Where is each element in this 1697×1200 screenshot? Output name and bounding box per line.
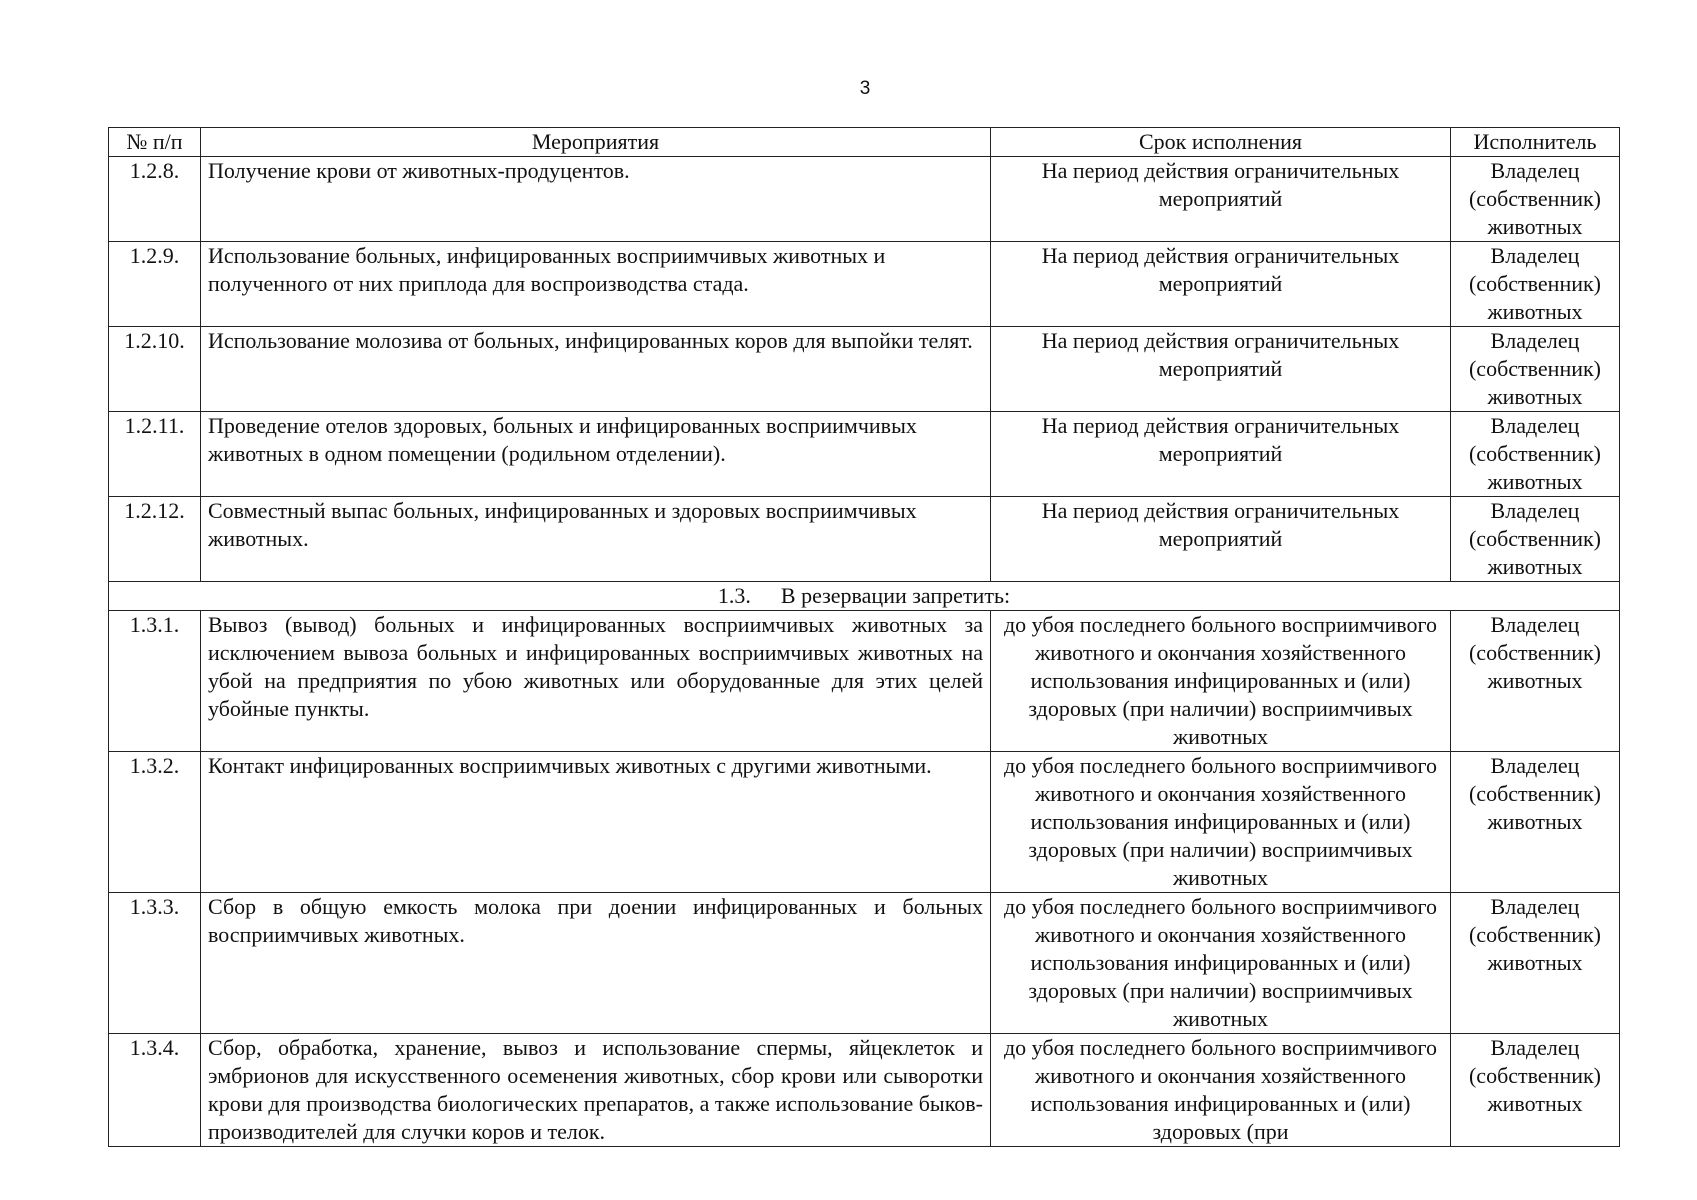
row-num: 1.2.11. xyxy=(109,412,201,497)
row-term: На период действия ограничительных мероприятий xyxy=(991,157,1451,242)
row-measure: Совместный выпас больных, инфицированных и здоровых восприимчивых животных. xyxy=(201,497,991,582)
row-measure: Вывоз (вывод) больных и инфицированных восприимчивых животных за исключением вывоза больных и инфицированных восприимчивых животных на убой на предприятия по убою животных или оборудованные для этих целей убойные пункты. xyxy=(201,611,991,752)
section-title: В резервации запретить: xyxy=(780,583,1011,608)
row-executor: Владелец (собственник) животных xyxy=(1451,497,1620,582)
row-measure: Проведение отелов здоровых, больных и инфицированных восприимчивых животных в одном помещении (родильном отделении). xyxy=(201,412,991,497)
row-term: до убоя последнего больного восприимчивого животного и окончания хозяйственного использования инфицированных и (или) здоровых (при наличии) восприимчивых животных xyxy=(991,752,1451,893)
row-executor: Владелец (собственник) животных xyxy=(1451,157,1620,242)
row-term: На период действия ограничительных мероприятий xyxy=(991,327,1451,412)
row-executor: Владелец (собственник) животных xyxy=(1451,893,1620,1034)
row-num: 1.2.9. xyxy=(109,242,201,327)
row-measure: Использование больных, инфицированных восприимчивых животных и полученного от них приплода для воспроизводства стада. xyxy=(201,242,991,327)
row-measure: Получение крови от животных-продуцентов. xyxy=(201,157,991,242)
measures-table xyxy=(108,127,1620,1147)
header-executor: Исполнитель xyxy=(1451,128,1620,157)
row-executor: Владелец (собственник) животных xyxy=(1451,752,1620,893)
row-measure: Сбор, обработка, хранение, вывоз и использование спермы, яйцеклеток и эмбрионов для искусственного осеменения животных, сбор крови или сыворотки крови для производства биологических препаратов, а также использование быков-производителей для случки коров и телок. xyxy=(201,1034,991,1147)
table-row xyxy=(109,327,1620,412)
row-term: до убоя последнего больного восприимчивого животного и окончания хозяйственного использования инфицированных и (или) здоровых (при наличии) восприимчивых животных xyxy=(991,893,1451,1034)
row-executor: Владелец (собственник) животных xyxy=(1451,412,1620,497)
row-executor: Владелец (собственник) животных xyxy=(1451,242,1620,327)
page-number: 3 xyxy=(859,78,871,99)
row-num: 1.2.12. xyxy=(109,497,201,582)
table-row xyxy=(109,752,1620,893)
table-row xyxy=(109,1034,1620,1147)
header-measure: Мероприятия xyxy=(201,128,991,157)
table-row xyxy=(109,611,1620,752)
row-term: На период действия ограничительных мероприятий xyxy=(991,242,1451,327)
row-num: 1.3.1. xyxy=(109,611,201,752)
header-num: № п/п xyxy=(109,128,201,157)
row-num: 1.2.10. xyxy=(109,327,201,412)
table-row xyxy=(109,497,1620,582)
table-row xyxy=(109,242,1620,327)
row-term: до убоя последнего больного восприимчивого животного и окончания хозяйственного использования инфицированных и (или) здоровых (при наличии) восприимчивых животных xyxy=(991,611,1451,752)
header-term: Срок исполнения xyxy=(991,128,1451,157)
row-executor: Владелец (собственник) животных xyxy=(1451,611,1620,752)
row-num: 1.3.3. xyxy=(109,893,201,1034)
row-term-text: до убоя последнего больного восприимчивого животного и окончания хозяйственного использования инфицированных и (или) здоровых (при xyxy=(1003,1035,1438,1144)
section-header xyxy=(109,582,1620,611)
row-num: 1.3.2. xyxy=(109,752,201,893)
table-row xyxy=(109,157,1620,242)
row-measure: Контакт инфицированных восприимчивых животных с другими животными. xyxy=(201,752,991,893)
row-measure: Использование молозива от больных, инфицированных коров для выпойки телят. xyxy=(201,327,991,412)
table-row xyxy=(109,412,1620,497)
section-number: 1.3. xyxy=(717,583,751,608)
row-executor: Владелец (собственник) животных xyxy=(1451,327,1620,412)
row-executor: Владелец (собственник) животных xyxy=(1451,1034,1620,1147)
row-num: 1.3.4. xyxy=(109,1034,201,1147)
table-row xyxy=(109,893,1620,1034)
row-term: На период действия ограничительных мероприятий xyxy=(991,497,1451,582)
row-term: На период действия ограничительных мероприятий xyxy=(991,412,1451,497)
section-header-row xyxy=(109,582,1620,611)
row-term xyxy=(991,1034,1451,1147)
table-header-row xyxy=(109,128,1620,157)
row-measure: Сбор в общую емкость молока при доении инфицированных и больных восприимчивых животных. xyxy=(201,893,991,1034)
row-num: 1.2.8. xyxy=(109,157,201,242)
